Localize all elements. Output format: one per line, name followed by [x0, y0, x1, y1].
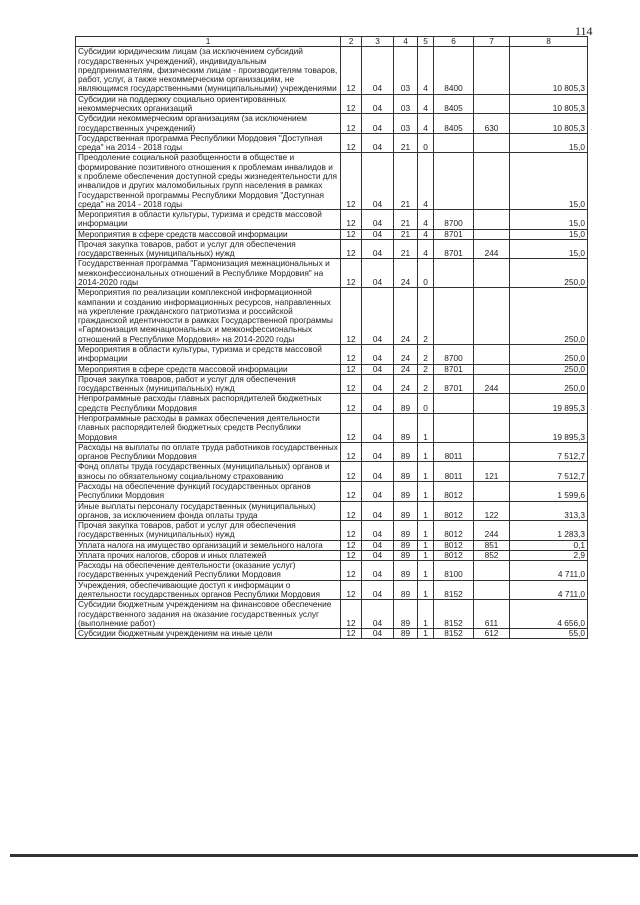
target-item-code-cell — [434, 153, 474, 210]
table-row — [76, 345, 588, 365]
subprogram-code-cell: 1 — [418, 442, 434, 462]
target-item-code-cell: 8011 — [434, 462, 474, 482]
amount-cell: 313,3 — [510, 501, 588, 521]
subsection-code-cell: 04 — [362, 462, 394, 482]
subsection-code-cell: 04 — [362, 413, 394, 442]
program-code-cell: 89 — [394, 580, 418, 600]
subsection-code-cell: 04 — [362, 629, 394, 639]
expense-type-code-cell: 122 — [474, 501, 510, 521]
expense-name-cell: Учреждения, обеспечивающие доступ к информации о деятельности государственных органов Республики Мордовия — [76, 580, 341, 600]
subprogram-code-cell: 2 — [418, 364, 434, 374]
target-item-code-cell: 8152 — [434, 580, 474, 600]
program-code-cell: 89 — [394, 462, 418, 482]
program-code-cell: 24 — [394, 364, 418, 374]
amount-cell: 55,0 — [510, 629, 588, 639]
table-row — [76, 600, 588, 629]
expense-type-code-cell: 121 — [474, 462, 510, 482]
section-code-cell: 12 — [341, 550, 362, 560]
program-code-cell: 03 — [394, 94, 418, 114]
expense-type-code-cell — [474, 153, 510, 210]
target-item-code-cell — [434, 394, 474, 414]
column-header: 1 — [76, 37, 341, 47]
subprogram-code-cell: 1 — [418, 462, 434, 482]
section-code-cell: 12 — [341, 580, 362, 600]
expense-type-code-cell: 244 — [474, 521, 510, 541]
table-row — [76, 580, 588, 600]
table-header-row — [76, 37, 588, 47]
target-item-code-cell: 8700 — [434, 210, 474, 230]
table-row — [76, 561, 588, 581]
target-item-code-cell: 8400 — [434, 47, 474, 94]
program-code-cell: 21 — [394, 153, 418, 210]
target-item-code-cell: 8012 — [434, 521, 474, 541]
table-body — [76, 47, 588, 639]
section-code-cell: 12 — [341, 239, 362, 259]
subprogram-code-cell: 2 — [418, 374, 434, 394]
subprogram-code-cell: 0 — [418, 394, 434, 414]
section-code-cell: 12 — [341, 462, 362, 482]
subsection-code-cell: 04 — [362, 94, 394, 114]
expense-name-cell: Прочая закупка товаров, работ и услуг для обеспечения государственных (муниципальных) нужд — [76, 374, 341, 394]
expense-name-cell: Субсидии бюджетным учреждениям на иные цели — [76, 629, 341, 639]
target-item-code-cell: 8701 — [434, 374, 474, 394]
expense-type-code-cell — [474, 481, 510, 501]
expense-type-code-cell — [474, 288, 510, 345]
subsection-code-cell: 04 — [362, 114, 394, 134]
target-item-code-cell: 8701 — [434, 229, 474, 239]
subsection-code-cell: 04 — [362, 364, 394, 374]
section-code-cell: 12 — [341, 501, 362, 521]
expense-name-cell: Расходы на выплаты по оплате труда работников государственных органов Республики Мордовия — [76, 442, 341, 462]
table-row — [76, 501, 588, 521]
expense-type-code-cell: 244 — [474, 374, 510, 394]
program-code-cell: 24 — [394, 288, 418, 345]
amount-cell: 250,0 — [510, 364, 588, 374]
target-item-code-cell: 8152 — [434, 629, 474, 639]
section-code-cell: 12 — [341, 288, 362, 345]
section-code-cell: 12 — [341, 229, 362, 239]
expense-name-cell: Субсидии бюджетным учреждениям на финансовое обеспечение государственного задания на оказание государственных услуг (выполнение работ) — [76, 600, 341, 629]
expense-name-cell: Уплата налога на имущество организаций и земельного налога — [76, 540, 341, 550]
amount-cell: 15,0 — [510, 133, 588, 153]
table-row — [76, 550, 588, 560]
subsection-code-cell: 04 — [362, 521, 394, 541]
section-code-cell: 12 — [341, 521, 362, 541]
section-code-cell: 12 — [341, 47, 362, 94]
table-row — [76, 413, 588, 442]
target-item-code-cell — [434, 259, 474, 288]
expense-name-cell: Непрограммные расходы в рамках обеспечения деятельности главных распорядителей бюджетных средств Республики Мордовия — [76, 413, 341, 442]
program-code-cell: 89 — [394, 550, 418, 560]
column-header: 4 — [394, 37, 418, 47]
subprogram-code-cell: 4 — [418, 210, 434, 230]
table-row — [76, 394, 588, 414]
subsection-code-cell: 04 — [362, 47, 394, 94]
amount-cell: 2,9 — [510, 550, 588, 560]
section-code-cell: 12 — [341, 133, 362, 153]
table-row — [76, 153, 588, 210]
amount-cell: 10 805,3 — [510, 114, 588, 134]
program-code-cell: 21 — [394, 210, 418, 230]
subprogram-code-cell: 1 — [418, 521, 434, 541]
target-item-code-cell — [434, 288, 474, 345]
subsection-code-cell: 04 — [362, 481, 394, 501]
expense-name-cell: Прочая закупка товаров, работ и услуг для обеспечения государственных (муниципальных) нужд — [76, 239, 341, 259]
subsection-code-cell: 04 — [362, 600, 394, 629]
expense-name-cell: Иные выплаты персоналу государственных (муниципальных) органов, за исключением фонда оплаты труда — [76, 501, 341, 521]
expense-type-code-cell: 244 — [474, 239, 510, 259]
amount-cell: 250,0 — [510, 374, 588, 394]
subsection-code-cell: 04 — [362, 394, 394, 414]
subsection-code-cell: 04 — [362, 561, 394, 581]
target-item-code-cell: 8012 — [434, 550, 474, 560]
program-code-cell: 89 — [394, 561, 418, 581]
subprogram-code-cell: 4 — [418, 47, 434, 94]
amount-cell: 4 711,0 — [510, 561, 588, 581]
section-code-cell: 12 — [341, 364, 362, 374]
program-code-cell: 21 — [394, 133, 418, 153]
target-item-code-cell: 8012 — [434, 481, 474, 501]
subprogram-code-cell: 4 — [418, 114, 434, 134]
subsection-code-cell: 04 — [362, 540, 394, 550]
budget-table — [75, 36, 588, 639]
subprogram-code-cell: 1 — [418, 540, 434, 550]
page-number: 114 — [575, 24, 593, 38]
subsection-code-cell: 04 — [362, 153, 394, 210]
table-row — [76, 374, 588, 394]
column-header: 2 — [341, 37, 362, 47]
table-row — [76, 114, 588, 134]
expense-name-cell: Преодоление социальной разобщенности в обществе и формирование позитивного отношения к проблемам инвалидов и к проблеме обеспечения доступной среды жизнедеятельности для инвалидов и других маломобильных групп населения в рамках Государственной программы Республики Мордовия "Доступная среда" на 2014 - 2018 годы — [76, 153, 341, 210]
section-code-cell: 12 — [341, 394, 362, 414]
table-row — [76, 94, 588, 114]
program-code-cell: 03 — [394, 47, 418, 94]
section-code-cell: 12 — [341, 153, 362, 210]
program-code-cell: 89 — [394, 521, 418, 541]
table-row — [76, 229, 588, 239]
table-row — [76, 210, 588, 230]
expense-name-cell: Государственная программа "Гармонизация межнациональных и межконфессиональных отношений в Республике Мордовия" на 2014-2020 годы — [76, 259, 341, 288]
subsection-code-cell: 04 — [362, 550, 394, 560]
subsection-code-cell: 04 — [362, 229, 394, 239]
subsection-code-cell: 04 — [362, 580, 394, 600]
subsection-code-cell: 04 — [362, 442, 394, 462]
table-row — [76, 462, 588, 482]
section-code-cell: 12 — [341, 629, 362, 639]
subprogram-code-cell: 2 — [418, 288, 434, 345]
amount-cell: 10 805,3 — [510, 94, 588, 114]
column-header: 8 — [510, 37, 588, 47]
amount-cell: 19 895,3 — [510, 394, 588, 414]
expense-name-cell: Прочая закупка товаров, работ и услуг для обеспечения государственных (муниципальных) нужд — [76, 521, 341, 541]
subprogram-code-cell: 4 — [418, 239, 434, 259]
page-footer-rule — [10, 854, 638, 857]
amount-cell: 1 599,6 — [510, 481, 588, 501]
target-item-code-cell: 8405 — [434, 114, 474, 134]
table-row — [76, 521, 588, 541]
program-code-cell: 24 — [394, 345, 418, 365]
amount-cell: 250,0 — [510, 288, 588, 345]
expense-name-cell: Субсидии юридическим лицам (за исключением субсидий государственных учреждений), индивидуальным предпринимателям, физическим лицам - производителям товаров, работ, услуг, а также некоммерческим организациям, не являющимся государственными (муниципальными) учреждениями — [76, 47, 341, 94]
amount-cell: 1 283,3 — [510, 521, 588, 541]
subprogram-code-cell: 1 — [418, 413, 434, 442]
amount-cell: 0,1 — [510, 540, 588, 550]
amount-cell: 250,0 — [510, 345, 588, 365]
program-code-cell: 21 — [394, 229, 418, 239]
expense-name-cell: Мероприятия в сфере средств массовой информации — [76, 229, 341, 239]
program-code-cell: 21 — [394, 239, 418, 259]
expense-name-cell: Государственная программа Республики Мордовия "Доступная среда" на 2014 - 2018 годы — [76, 133, 341, 153]
program-code-cell: 03 — [394, 114, 418, 134]
expense-name-cell: Субсидии некоммерческим организациям (за исключением государственных учреждений) — [76, 114, 341, 134]
expense-name-cell: Фонд оплаты труда государственных (муниципальных) органов и взносы по обязательному социальному страхованию — [76, 462, 341, 482]
subsection-code-cell: 04 — [362, 345, 394, 365]
amount-cell: 19 895,3 — [510, 413, 588, 442]
expense-name-cell: Мероприятия по реализации комплексной информационной кампании и созданию информационных ресурсов, направленных на укрепление гражданского патриотизма и российской гражданской идентичности в рамках Государственной программы «Гармонизация межнациональных и межконфессиональных отношений в Республике Мордовия» на 2014-2020 годы — [76, 288, 341, 345]
subprogram-code-cell: 4 — [418, 94, 434, 114]
expense-type-code-cell — [474, 442, 510, 462]
target-item-code-cell — [434, 413, 474, 442]
subprogram-code-cell: 0 — [418, 133, 434, 153]
column-header: 3 — [362, 37, 394, 47]
expense-name-cell: Мероприятия в области культуры, туризма и средств массовой информации — [76, 210, 341, 230]
amount-cell: 250,0 — [510, 259, 588, 288]
subprogram-code-cell: 1 — [418, 501, 434, 521]
expense-type-code-cell: 852 — [474, 550, 510, 560]
program-code-cell: 89 — [394, 413, 418, 442]
table-row — [76, 259, 588, 288]
section-code-cell: 12 — [341, 259, 362, 288]
target-item-code-cell: 8152 — [434, 600, 474, 629]
subsection-code-cell: 04 — [362, 133, 394, 153]
target-item-code-cell: 8405 — [434, 94, 474, 114]
subprogram-code-cell: 2 — [418, 345, 434, 365]
section-code-cell: 12 — [341, 413, 362, 442]
expense-type-code-cell: 612 — [474, 629, 510, 639]
column-header: 7 — [474, 37, 510, 47]
expense-name-cell: Расходы на обеспечение деятельности (оказание услуг) государственных учреждений Республики Мордовия — [76, 561, 341, 581]
expense-type-code-cell — [474, 94, 510, 114]
expense-type-code-cell — [474, 259, 510, 288]
expense-type-code-cell — [474, 210, 510, 230]
program-code-cell: 24 — [394, 374, 418, 394]
target-item-code-cell: 8012 — [434, 501, 474, 521]
amount-cell: 7 512,7 — [510, 462, 588, 482]
expense-type-code-cell — [474, 364, 510, 374]
subprogram-code-cell: 1 — [418, 600, 434, 629]
section-code-cell: 12 — [341, 94, 362, 114]
subsection-code-cell: 04 — [362, 288, 394, 345]
expense-type-code-cell — [474, 133, 510, 153]
subsection-code-cell: 04 — [362, 501, 394, 521]
table-row — [76, 288, 588, 345]
expense-type-code-cell: 851 — [474, 540, 510, 550]
expense-name-cell: Уплата прочих налогов, сборов и иных платежей — [76, 550, 341, 560]
target-item-code-cell: 8701 — [434, 239, 474, 259]
amount-cell: 4 656,0 — [510, 600, 588, 629]
section-code-cell: 12 — [341, 114, 362, 134]
table-row — [76, 629, 588, 639]
table-row — [76, 239, 588, 259]
amount-cell: 4 711,0 — [510, 580, 588, 600]
section-code-cell: 12 — [341, 442, 362, 462]
target-item-code-cell — [434, 133, 474, 153]
subsection-code-cell: 04 — [362, 259, 394, 288]
column-header: 6 — [434, 37, 474, 47]
amount-cell: 15,0 — [510, 153, 588, 210]
subprogram-code-cell: 0 — [418, 259, 434, 288]
subprogram-code-cell: 1 — [418, 481, 434, 501]
amount-cell: 15,0 — [510, 210, 588, 230]
subprogram-code-cell: 4 — [418, 229, 434, 239]
program-code-cell: 89 — [394, 600, 418, 629]
subprogram-code-cell: 1 — [418, 580, 434, 600]
expense-type-code-cell: 630 — [474, 114, 510, 134]
target-item-code-cell: 8012 — [434, 540, 474, 550]
target-item-code-cell: 8011 — [434, 442, 474, 462]
expense-type-code-cell — [474, 580, 510, 600]
amount-cell: 15,0 — [510, 229, 588, 239]
amount-cell: 7 512,7 — [510, 442, 588, 462]
subprogram-code-cell: 1 — [418, 550, 434, 560]
table-row — [76, 540, 588, 550]
subsection-code-cell: 04 — [362, 374, 394, 394]
target-item-code-cell: 8100 — [434, 561, 474, 581]
program-code-cell: 89 — [394, 481, 418, 501]
program-code-cell: 89 — [394, 629, 418, 639]
program-code-cell: 89 — [394, 442, 418, 462]
section-code-cell: 12 — [341, 345, 362, 365]
subprogram-code-cell: 4 — [418, 153, 434, 210]
table-row — [76, 47, 588, 94]
section-code-cell: 12 — [341, 374, 362, 394]
expense-name-cell: Субсидии на поддержку социально ориентированных некоммерческих организаций — [76, 94, 341, 114]
table-row — [76, 133, 588, 153]
amount-cell: 15,0 — [510, 239, 588, 259]
program-code-cell: 89 — [394, 394, 418, 414]
program-code-cell: 89 — [394, 540, 418, 550]
section-code-cell: 12 — [341, 540, 362, 550]
subsection-code-cell: 04 — [362, 239, 394, 259]
section-code-cell: 12 — [341, 561, 362, 581]
expense-type-code-cell: 611 — [474, 600, 510, 629]
table-row — [76, 481, 588, 501]
program-code-cell: 89 — [394, 501, 418, 521]
section-code-cell: 12 — [341, 481, 362, 501]
section-code-cell: 12 — [341, 210, 362, 230]
target-item-code-cell: 8701 — [434, 364, 474, 374]
subsection-code-cell: 04 — [362, 210, 394, 230]
table-row — [76, 442, 588, 462]
target-item-code-cell: 8700 — [434, 345, 474, 365]
expense-type-code-cell — [474, 394, 510, 414]
expense-name-cell: Расходы на обеспечение функций государственных органов Республики Мордовия — [76, 481, 341, 501]
subprogram-code-cell: 1 — [418, 561, 434, 581]
expense-type-code-cell — [474, 345, 510, 365]
table-row — [76, 364, 588, 374]
expense-type-code-cell — [474, 47, 510, 94]
column-header: 5 — [418, 37, 434, 47]
expense-type-code-cell — [474, 413, 510, 442]
expense-type-code-cell — [474, 229, 510, 239]
expense-type-code-cell — [474, 561, 510, 581]
subprogram-code-cell: 1 — [418, 629, 434, 639]
expense-name-cell: Мероприятия в сфере средств массовой информации — [76, 364, 341, 374]
amount-cell: 10 805,3 — [510, 47, 588, 94]
expense-name-cell: Непрограммные расходы главных распорядителей бюджетных средств Республики Мордовия — [76, 394, 341, 414]
expense-name-cell: Мероприятия в области культуры, туризма и средств массовой информации — [76, 345, 341, 365]
program-code-cell: 24 — [394, 259, 418, 288]
section-code-cell: 12 — [341, 600, 362, 629]
